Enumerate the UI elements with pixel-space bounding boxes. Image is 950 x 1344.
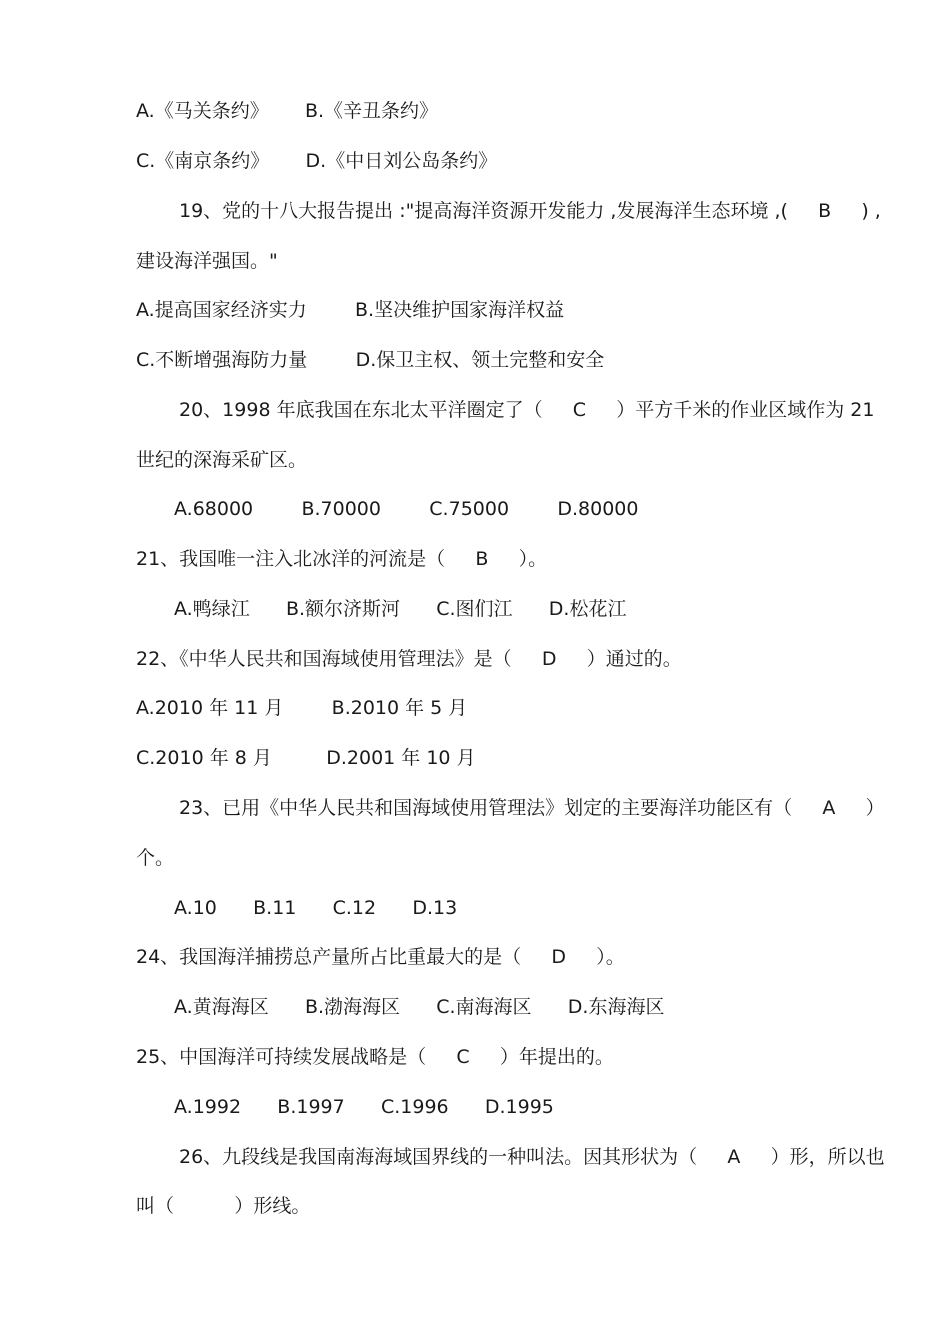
q26-question: 26、九段线是我国南海海域国界线的一种叫法。因其形状为（ A ）形，所以也 xyxy=(179,1146,885,1168)
q25-options: A.1992 B.1997 C.1996 D.1995 xyxy=(174,1096,554,1118)
q19-options-ab: A.提高国家经济实力 B.坚决维护国家海洋权益 xyxy=(136,299,565,321)
q22-question: 22、《中华人民共和国海域使用管理法》是（ D ）通过的。 xyxy=(136,648,682,670)
q26-question-cont: 叫（ ）形线。 xyxy=(136,1195,311,1217)
q19-question: 19、党的十八大报告提出 :"提高海洋资源开发能力 ,发展海洋生态环境 ,( B ) , xyxy=(179,200,881,222)
q23-options: A.10 B.11 C.12 D.13 xyxy=(174,897,458,919)
q20-question-cont: 世纪的深海采矿区。 xyxy=(136,449,308,471)
q22-options-cd: C.2010 年 8 月 D.2001 年 10 月 xyxy=(136,747,476,769)
q21-options: A.鸭绿江 B.额尔济斯河 C.图们江 D.松花江 xyxy=(174,598,627,620)
q25-question: 25、中国海洋可持续发展战略是（ C ）年提出的。 xyxy=(136,1046,614,1068)
q21-question: 21、我国唯一注入北冰洋的河流是（ B ）。 xyxy=(136,548,548,570)
q18-options-cd: C.《南京条约》 D.《中日刘公岛条约》 xyxy=(136,150,498,172)
q20-options: A.68000 B.70000 C.75000 D.80000 xyxy=(174,498,639,520)
q23-question: 23、已用《中华人民共和国海域使用管理法》划定的主要海洋功能区有（ A ） xyxy=(179,797,885,819)
q24-question: 24、我国海洋捕捞总产量所占比重最大的是（ D ）。 xyxy=(136,946,625,968)
q19-question-cont: 建设海洋强国。" xyxy=(136,250,278,272)
q20-question: 20、1998 年底我国在东北太平洋圈定了（ C ）平方千米的作业区域作为 21 xyxy=(179,399,875,421)
q23-question-cont: 个。 xyxy=(136,847,175,869)
q18-options-ab: A.《马关条约》 B.《辛丑条约》 xyxy=(136,100,439,122)
q19-options-cd: C.不断增强海防力量 D.保卫主权、领土完整和安全 xyxy=(136,349,605,371)
q24-options: A.黄海海区 B.渤海海区 C.南海海区 D.东海海区 xyxy=(174,996,665,1018)
q22-options-ab: A.2010 年 11 月 B.2010 年 5 月 xyxy=(136,697,468,719)
